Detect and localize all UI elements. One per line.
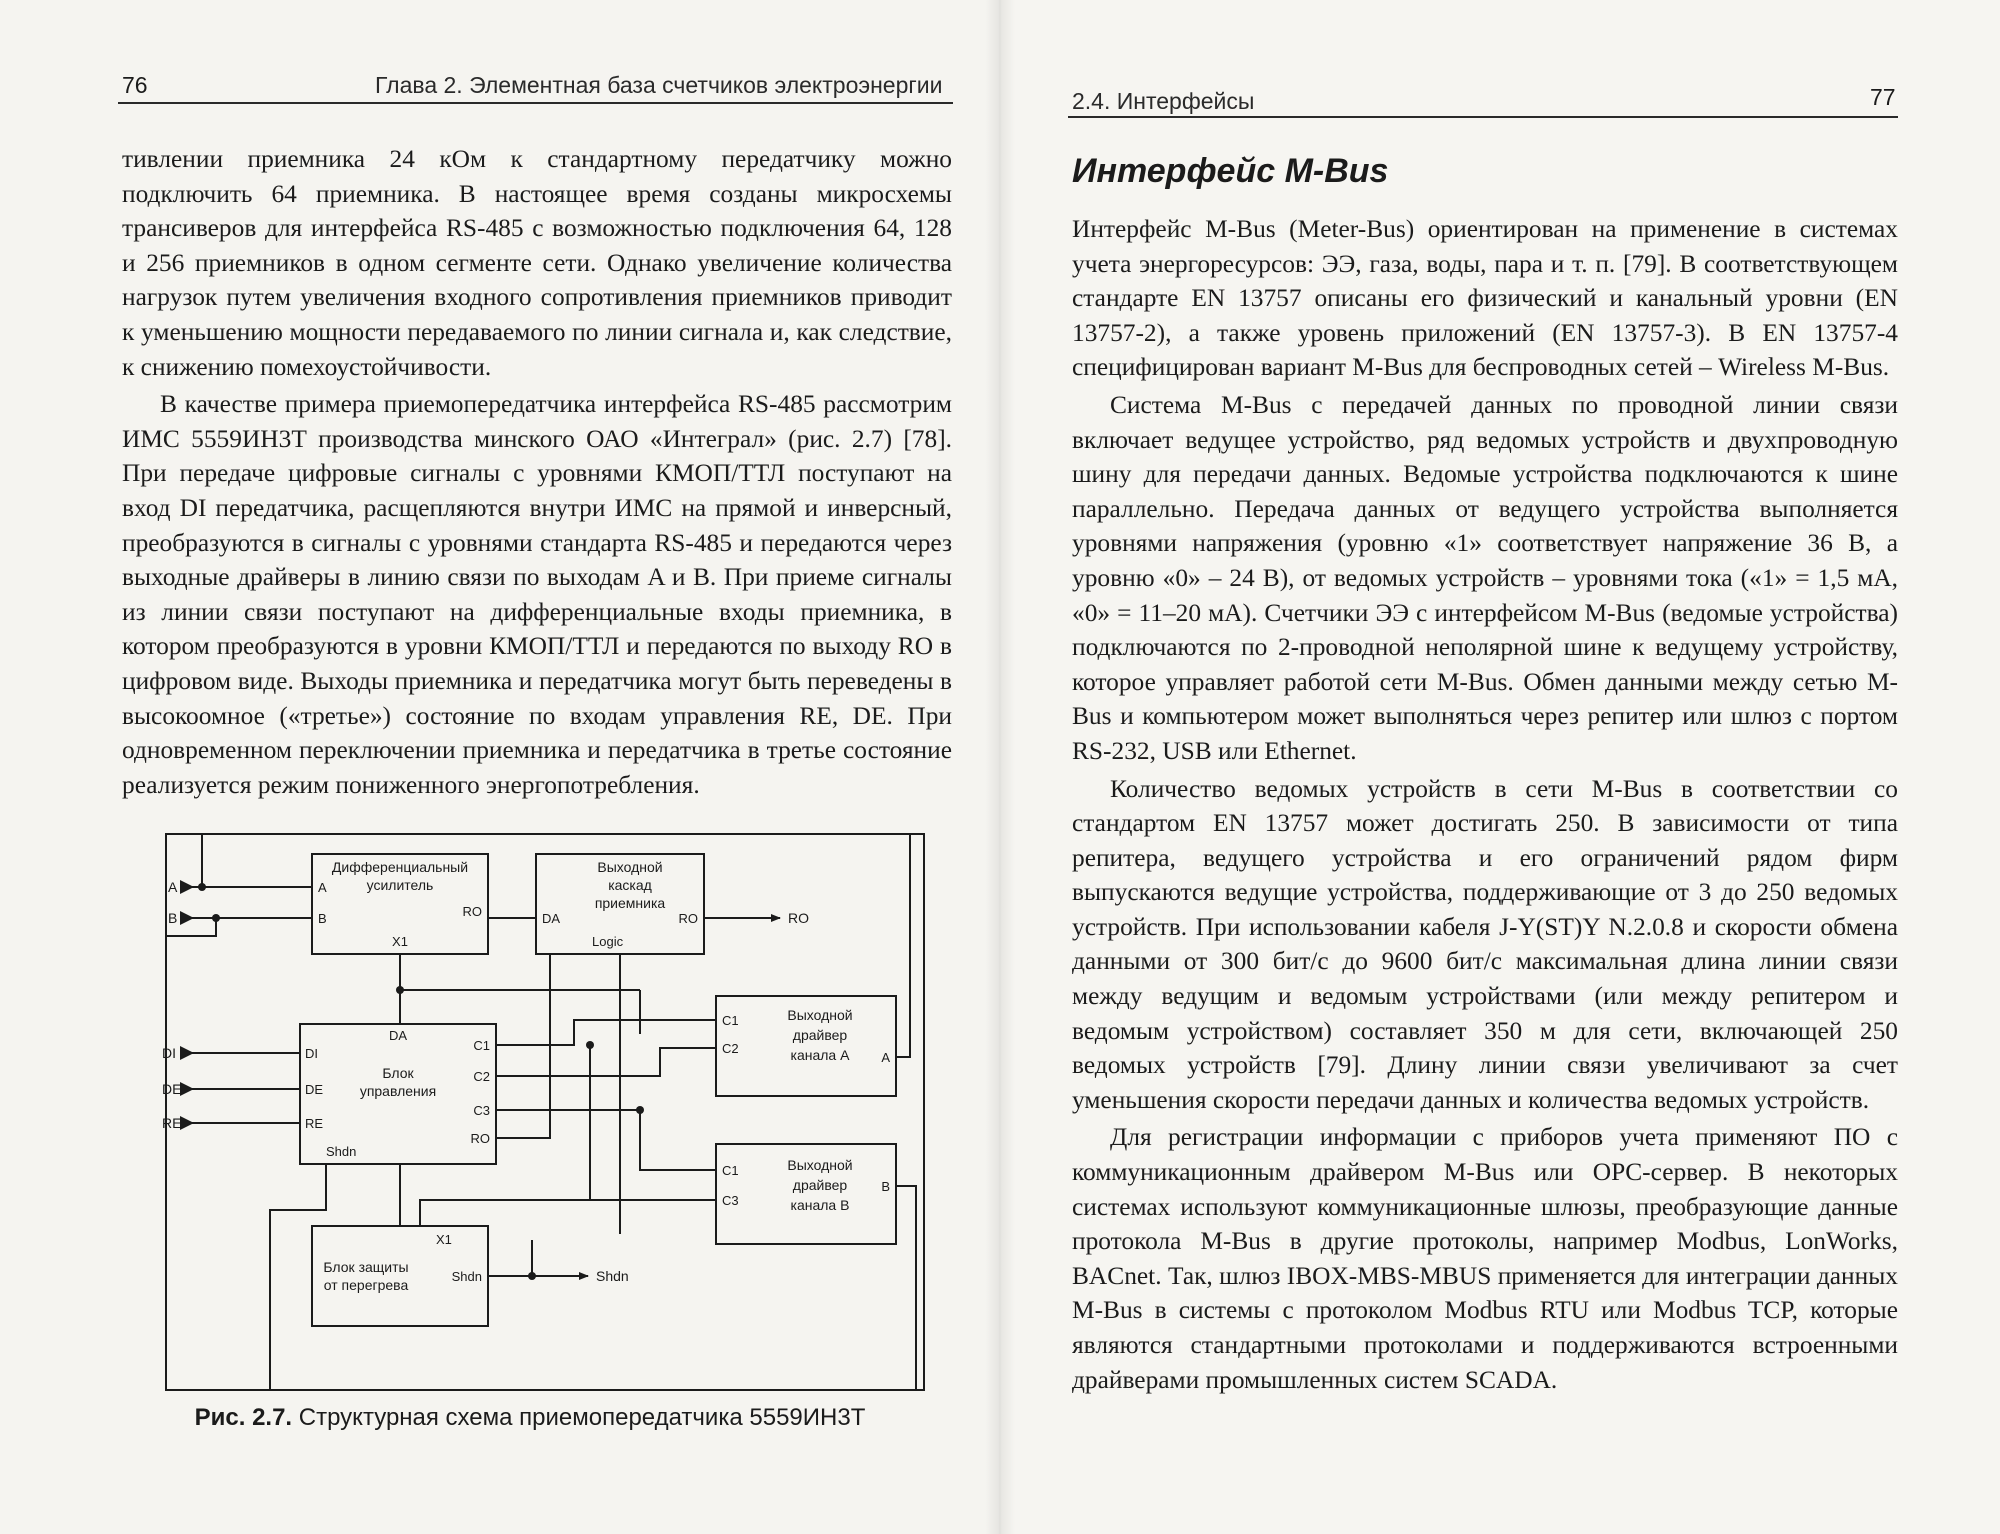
ext-label-a: A bbox=[168, 879, 178, 895]
thermal-title-1: Блок защиты bbox=[323, 1259, 409, 1275]
output-stage-pin-da: DA bbox=[542, 911, 561, 926]
ext-label-shdn: Shdn bbox=[596, 1268, 629, 1284]
ext-label-re: RE bbox=[162, 1115, 182, 1131]
ext-label-ro: RO bbox=[788, 910, 809, 926]
section-heading: Интерфейс M-Bus bbox=[1072, 152, 1389, 190]
left-paragraph-2: В качестве примера приемопередатчика интерфейса RS-485 рассмотрим ИМС 5559ИН3Т производства минского ОАО «Интеграл» (рис. 2.7) [78]. При передаче цифровые сигналы с уровнями КМОП/ТТЛ поступают на вход DI передатчика, расщепляются внутри ИМС на прямой и инверсный, преобразуются в сигналы с уровнями стандарта RS-485 и передаются через выходные драйверы в линию связи по выходам A и B. При приеме сигналы из линии связи поступают на дифференциальные входы приемника, в котором преобразуются в уровни КМОП/ТТЛ и передаются по выходу RO в цифровом виде. Выходы приемника и передатчика могут быть переведены в высокоомное («третье») состояние по входам управления RE, DE. При одновременном переключении приемника и передатчика в третье состояние реализуется режим пониженного энергопотребления. bbox=[122, 390, 952, 799]
ext-label-de: DE bbox=[162, 1081, 182, 1097]
thermal-pin-shdn: Shdn bbox=[451, 1269, 482, 1284]
driver-a-pin-out: A bbox=[881, 1050, 890, 1065]
right-running-head: 2.4. Интерфейсы bbox=[1072, 88, 1255, 114]
driver-a-pin-c2: C2 bbox=[722, 1041, 739, 1056]
diff-amp-pin-b: B bbox=[318, 911, 327, 926]
ext-label-di: DI bbox=[162, 1045, 176, 1061]
control-pin-c1: C1 bbox=[473, 1038, 490, 1053]
output-stage-title-2: каскад bbox=[608, 877, 652, 893]
driver-b-title-1: Выходной bbox=[787, 1157, 853, 1173]
control-pin-c3: C3 bbox=[473, 1103, 490, 1118]
ext-label-b: B bbox=[168, 910, 178, 926]
driver-b-pin-c3: C3 bbox=[722, 1193, 739, 1208]
right-page bbox=[1000, 0, 2000, 1534]
output-stage-pin-logic: Logic bbox=[592, 934, 624, 949]
driver-a-title-3: канала A bbox=[790, 1047, 850, 1063]
right-body-text bbox=[1072, 212, 1898, 1397]
figure-caption bbox=[100, 1404, 960, 1432]
right-paragraph-3: Количество ведомых устройств в сети M-Bus в соответствии со стандартом EN 13757 может достигать 250. В зависимости от типа репитера, ведущего устройства и его ограничений рядом фирм выпускаются ведущие устройства, поддерживающие от 3 до 250 ведомых устройств. При использовании кабеля J-Y(ST)Y N.2.0.8 и скорости обмена данными от 300 бит/с до 9600 бит/с максимальная длина линии связи между ведущим и ведомым устройствами (или между репитером и ведомым устройством) составляет 350 м для сети, включающей 250 ведомых устройств [79]. Длину линии связи увеличивают за счет уменьшения скорости передачи данных и количества ведомых устройств. bbox=[1072, 774, 1898, 1114]
figure-caption-label: Рис. 2.7. bbox=[194, 1404, 293, 1431]
control-pin-re: RE bbox=[305, 1116, 324, 1131]
left-running-head: Глава 2. Элементная база счетчиков электроэнергии bbox=[375, 72, 943, 98]
thermal-title-2: от перегрева bbox=[323, 1277, 409, 1293]
right-paragraph-2: Система M-Bus с передачей данных по проводной линии связи включает ведущее устройство, ряд ведомых устройств и двухпроводную шину для передачи данных. Ведомые устройства подключаются к шине параллельно. Передача данных от ведущего устройства выполняется уровнями напряжения (уровню «1» соответствует напряжение 36 В, а уровню «0» – 24 В), от ведомых устройств – уровнями тока («1» = 1,5 мА, «0» = 11–20 мА). Счетчики ЭЭ с интерфейсом M-Bus (ведомые устройства) подключаются по 2-проводной неполярной шине к ведущему устройству, которое управляет работой сети M-Bus. Обмен данными между сетью M-Bus и компьютером может выполняться через репитер или шлюз с портом RS-232, USB или Ethernet. bbox=[1072, 390, 1898, 765]
control-title-2: управления bbox=[359, 1083, 437, 1099]
control-title-1: Блок bbox=[382, 1065, 414, 1081]
diff-amp-title-1: Дифференциальный bbox=[331, 859, 469, 875]
diff-amp-pin-ro: RO bbox=[462, 904, 482, 919]
output-stage-title-3: приемника bbox=[594, 895, 666, 911]
control-pin-c2: C2 bbox=[473, 1069, 490, 1084]
left-page-number: 76 bbox=[122, 72, 148, 98]
control-pin-di: DI bbox=[305, 1046, 318, 1061]
control-pin-de: DE bbox=[305, 1082, 324, 1097]
right-paragraph-4: Для регистрации информации с приборов учета применяют ПО с коммуникационным драйвером M-Bus или OPC-сервер. В некоторых системах используют коммуникационные шлюзы, преобразующие данные протокола M-Bus в другие протоколы, например Modbus, LonWorks, BACnet. Так, шлюз IBOX-MBS-MBUS применяется для интеграции данных M-Bus в системы с протоколом Modbus RTU или Modbus TCP, которые являются стандартными протоколами и поддерживаются встроенными драйверами промышленных систем SCADA. bbox=[1072, 1123, 1898, 1394]
figure-caption-text: Структурная схема приемопередатчика 5559ИН3Т bbox=[298, 1404, 866, 1431]
left-paragraph-1: тивлении приемника 24 кОм к стандартному передатчику можно подключить 64 приемника. В настоящее время созданы микросхемы трансиверов для интерфейса RS-485 с возможностью подключения 64, 128 и 256 приемников в одном сегменте сети. Однако увеличение количества нагрузок путем увеличения входного сопротивления приемников приводит к уменьшению мощности передаваемого по линии сигнала и, как следствие, к снижению помехоустойчивости. bbox=[122, 145, 952, 381]
control-pin-ro: RO bbox=[470, 1131, 490, 1146]
block-diagram-figure bbox=[160, 820, 930, 1398]
book-gutter bbox=[985, 0, 1015, 1534]
output-stage-title-1: Выходной bbox=[597, 859, 663, 875]
rs485-block-diagram bbox=[160, 820, 930, 1398]
thermal-pin-x1: X1 bbox=[436, 1232, 452, 1247]
driver-b-pin-c1: C1 bbox=[722, 1163, 739, 1178]
diff-amp-pin-x1: X1 bbox=[392, 934, 408, 949]
diff-amp-pin-a: A bbox=[318, 880, 327, 895]
driver-a-title-2: драйвер bbox=[792, 1027, 848, 1043]
driver-b-title-2: драйвер bbox=[792, 1177, 848, 1193]
driver-a-title-1: Выходной bbox=[787, 1007, 853, 1023]
driver-a-pin-c1: C1 bbox=[722, 1013, 739, 1028]
right-paragraph-1: Интерфейс M-Bus (Meter-Bus) ориентирован на применение в системах учета энергоресурсов: ЭЭ, газа, воды, пара и т. п. [79]. В соответствующем стандарте EN 13757 описаны его физический и канальный уровни (EN 13757-2), а также уровень приложений (EN 13757-3). В EN 13757-4 специфицирован вариант M-Bus для беспроводных сетей – Wireless M-Bus. bbox=[1072, 215, 1898, 382]
output-stage-pin-ro: RO bbox=[678, 911, 698, 926]
control-pin-da: DA bbox=[388, 1028, 408, 1043]
driver-b-title-3: канала B bbox=[790, 1197, 850, 1213]
control-pin-shdn: Shdn bbox=[326, 1144, 357, 1159]
left-head-rule bbox=[118, 102, 953, 104]
right-head-rule bbox=[1068, 116, 1898, 118]
driver-b-pin-out: B bbox=[881, 1179, 890, 1194]
diff-amp-title-2: усилитель bbox=[366, 877, 434, 893]
left-body-text bbox=[122, 142, 952, 802]
right-page-number: 77 bbox=[1870, 84, 1896, 110]
